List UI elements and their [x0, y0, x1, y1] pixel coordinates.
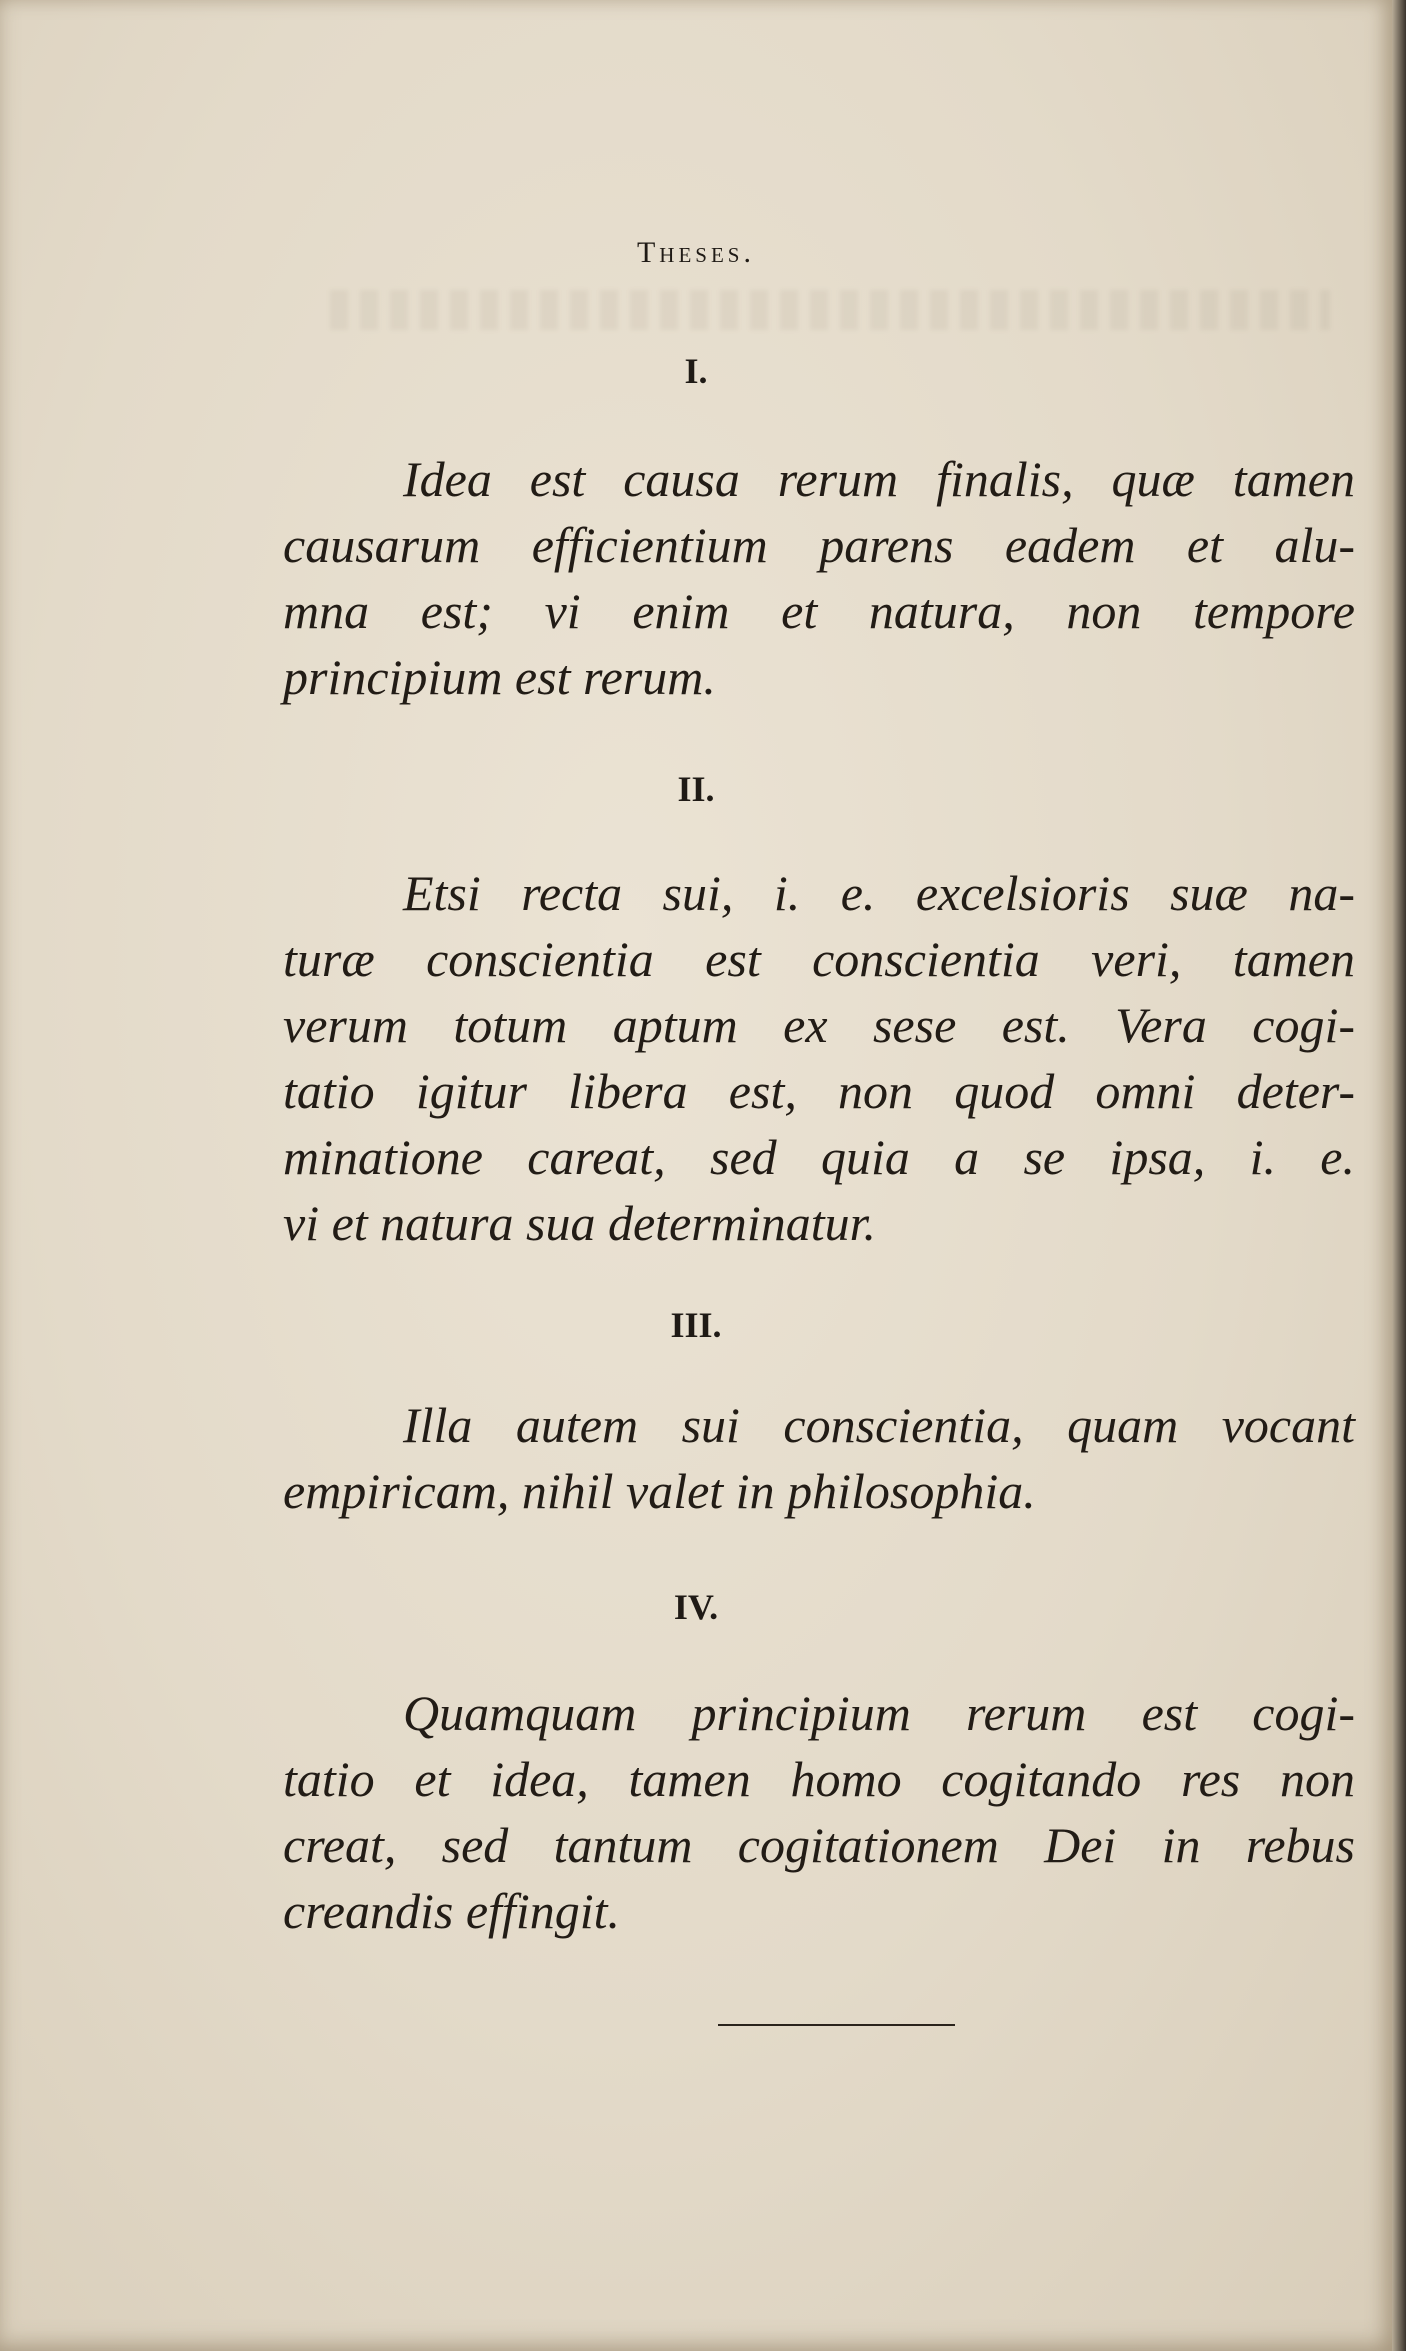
thesis-numeral-4: IV. [673, 1587, 719, 1627]
thesis-line: vi et natura sua determinatur. [283, 1195, 877, 1251]
thesis-line: Etsi recta sui, i. e. excelsioris suæ na- [403, 865, 1355, 921]
closing-rule [718, 2024, 955, 2026]
page-edge-shadow [1392, 0, 1406, 2351]
thesis-line: tatio et idea, tamen homo cogitando res non [283, 1751, 1355, 1807]
thesis-line: creat, sed tantum cogitationem Dei in rebus [283, 1817, 1355, 1873]
thesis-1 [283, 446, 1355, 710]
thesis-line: Quamquam principium rerum est cogi- [403, 1685, 1355, 1741]
thesis-2 [283, 860, 1355, 1256]
thesis-line: Illa autem sui conscientia, quam vocant [403, 1397, 1355, 1453]
thesis-numeral-2: II. [677, 769, 715, 809]
thesis-line: verum totum aptum ex sese est. Vera cogi- [283, 997, 1355, 1053]
thesis-line: turæ conscientia est conscientia veri, tamen [283, 931, 1355, 987]
thesis-numeral-3: III. [670, 1305, 722, 1345]
running-head: Theses. [636, 236, 755, 269]
thesis-line: Idea est causa rerum finalis, quæ tamen [403, 451, 1355, 507]
thesis-3 [283, 1392, 1355, 1524]
thesis-line: tatio igitur libera est, non quod omni deter- [283, 1063, 1355, 1119]
bleed-through-shadow [330, 290, 1330, 330]
thesis-numeral-1: I. [684, 351, 708, 391]
thesis-line: empiricam, nihil valet in philosophia. [283, 1463, 1036, 1519]
thesis-4 [283, 1680, 1355, 1944]
thesis-line: causarum efficientium parens eadem et alu- [283, 517, 1355, 573]
thesis-line: mna est; vi enim et natura, non tempore [283, 583, 1355, 639]
thesis-line: minatione careat, sed quia a se ipsa, i. e. [283, 1129, 1355, 1185]
thesis-line: creandis effingit. [283, 1883, 620, 1939]
thesis-line: principium est rerum. [283, 649, 716, 705]
